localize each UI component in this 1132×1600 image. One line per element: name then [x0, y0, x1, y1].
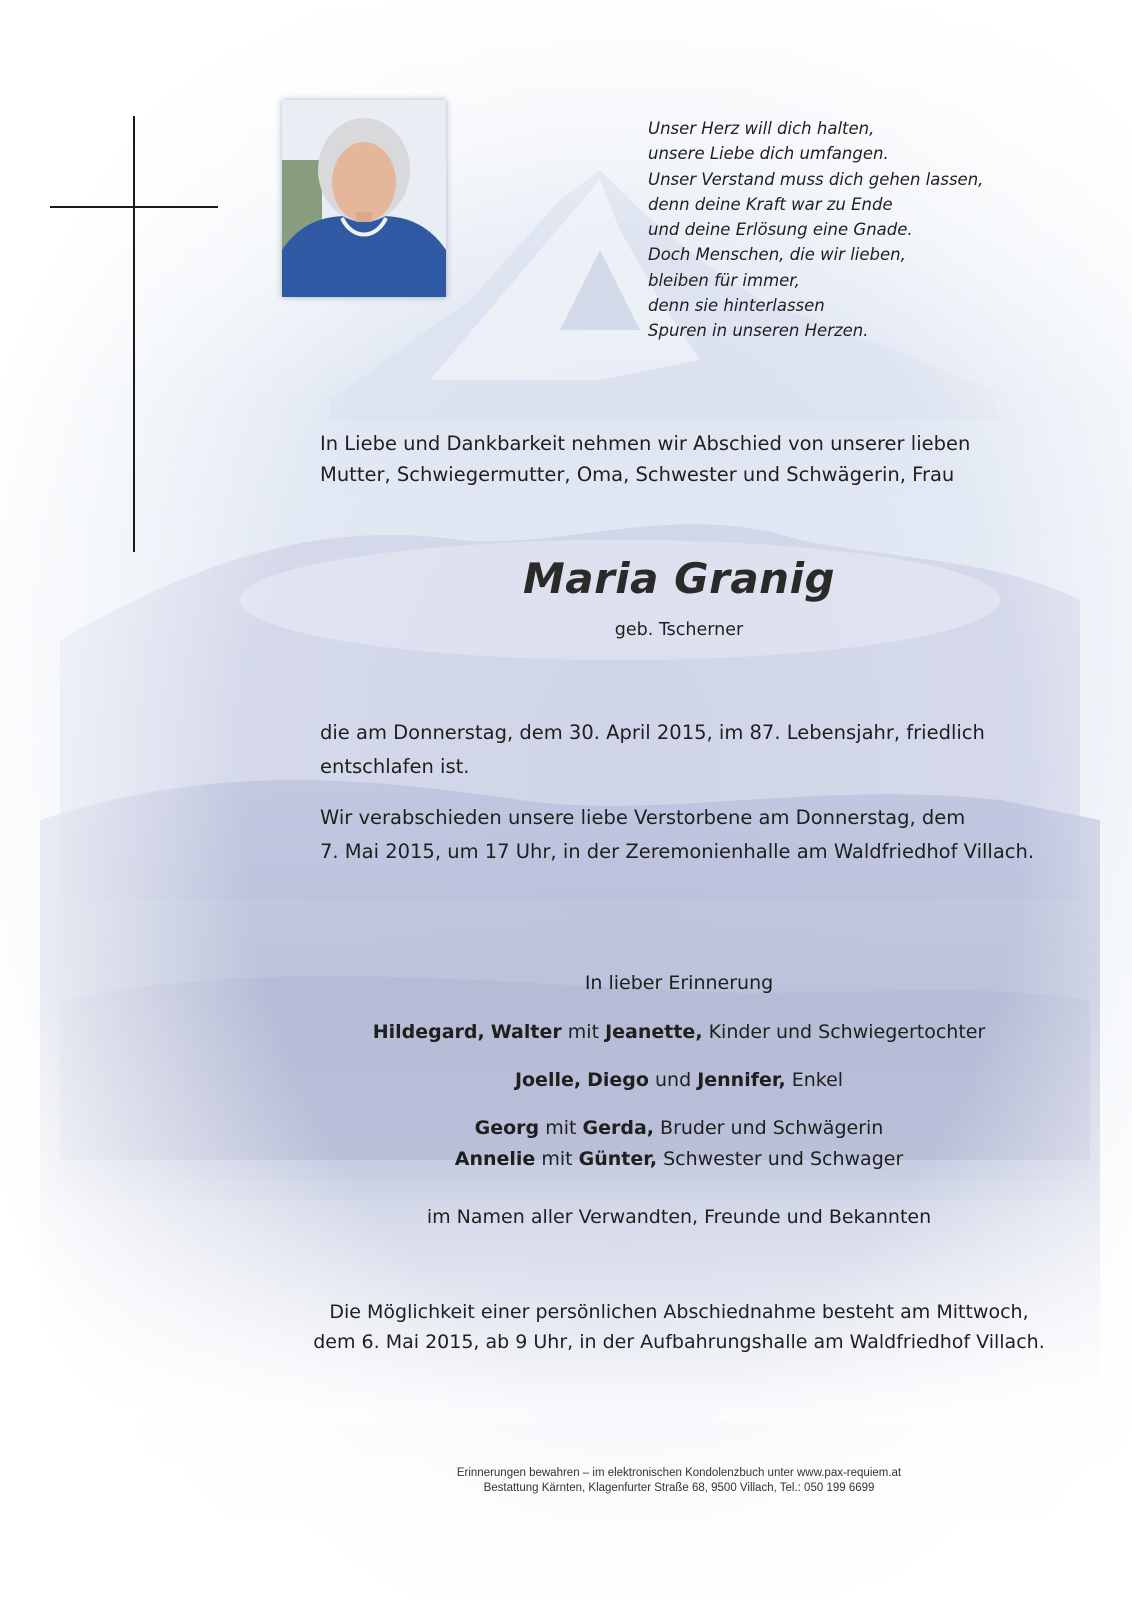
poem-line: Spuren in unseren Herzen.	[648, 321, 869, 341]
poem	[648, 116, 1068, 344]
poem-line: und deine Erlösung eine Gnade.	[648, 220, 913, 240]
memory-heading: In lieber Erinnerung	[584, 972, 774, 994]
portrait-photo	[282, 100, 446, 297]
poem-line: Unser Verstand muss dich gehen lassen,	[648, 169, 984, 189]
farewell-line: Wir verabschieden unsere liebe Verstorbene am Donnerstag, dem	[320, 806, 966, 829]
viewing-notice	[0, 1297, 1132, 1357]
poem-line: Doch Menschen, die wir lieben,	[648, 245, 906, 265]
family-line: Joelle, Diego und Jennifer, Enkel	[514, 1069, 844, 1091]
footer-line: Bestattung Kärnten, Klagenfurter Straße 68, 9500 Villach, Tel.: 050 199 6699	[483, 1482, 875, 1494]
family-line: Annelie mit Günter, Schwester und Schwager	[454, 1148, 904, 1170]
poem-line: denn deine Kraft war zu Ende	[648, 194, 893, 214]
poem-line: bleiben für immer,	[648, 270, 800, 290]
viewing-line: dem 6. Mai 2015, ab 9 Uhr, in der Aufbahrungshalle am Waldfriedhof Villach.	[313, 1331, 1045, 1353]
poem-line: unsere Liebe dich umfangen.	[648, 144, 889, 164]
poem-line: denn sie hinterlassen	[648, 296, 825, 316]
death-notice-line: die am Donnerstag, dem 30. April 2015, im 87. Lebensjahr, friedlich	[320, 721, 985, 744]
footer-line: Erinnerungen bewahren – im elektronischen Kondolenzbuch unter www.pax-requiem.at	[456, 1467, 902, 1479]
poem-line: Unser Herz will dich halten,	[648, 119, 875, 138]
farewell-notice	[320, 801, 1060, 869]
cross-vertical-bar	[133, 116, 135, 552]
on-behalf-line: im Namen aller Verwandten, Freunde und Bekannten	[426, 1206, 932, 1228]
cross-horizontal-bar	[50, 206, 218, 208]
maiden-name: geb. Tscherner	[614, 620, 744, 640]
family-line: Georg mit Gerda, Bruder und Schwägerin	[474, 1117, 884, 1139]
intro-line: In Liebe und Dankbarkeit nehmen wir Abschied von unserer lieben	[320, 432, 971, 455]
intro-text	[320, 428, 1060, 490]
death-notice	[320, 716, 1060, 784]
farewell-line: 7. Mai 2015, um 17 Uhr, in der Zeremonienhalle am Waldfriedhof Villach.	[320, 840, 1035, 863]
viewing-line: Die Möglichkeit einer persönlichen Abschiednahme besteht am Mittwoch,	[329, 1301, 1029, 1323]
intro-line: Mutter, Schwiegermutter, Oma, Schwester und Schwägerin, Frau	[320, 463, 955, 486]
family-line: Hildegard, Walter mit Jeanette, Kinder und Schwiegertochter	[372, 1021, 986, 1043]
death-notice-line: entschlafen ist.	[320, 755, 470, 778]
footer	[0, 1466, 1132, 1496]
deceased-name: Maria Granig	[522, 554, 836, 603]
